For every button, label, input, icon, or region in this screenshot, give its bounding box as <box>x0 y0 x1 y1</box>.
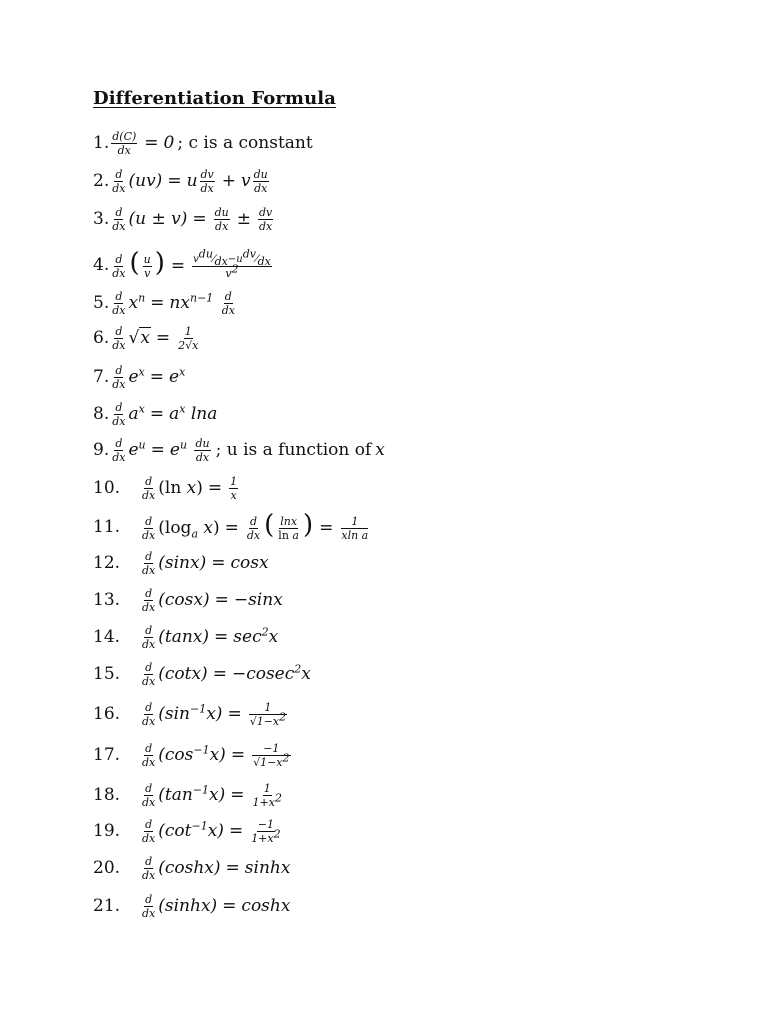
formula-expression: $\frac{d}{dx}$ $(\tan^{-1}x)$ = $\frac{1}{1+x^2}$ <box>142 781 282 809</box>
formula-14 <box>93 617 278 657</box>
formula-expression: $\frac{d}{dx}$ √ x = $\frac{1}{2√x}$ <box>112 324 199 352</box>
formula-4 <box>93 242 274 288</box>
formula-expression: $\frac{d}{dx}$ $a^x = a^x$ lna <box>112 400 218 428</box>
formula-expression: $\frac{d}{dx}$ $(\tan x) = \sec^2x$ <box>142 623 279 651</box>
formula-expression: $\frac{d}{dx}$ ($\log_a$ x) = $\frac{d}{dx}$ ( $\frac{\ln x}{\text{ln a}}$ ) = $\frac{1}{\text{xln a}}$ <box>142 510 369 542</box>
formula-8 <box>93 394 217 434</box>
formula-7 <box>93 357 185 397</box>
formula-expression: $\frac{d}{dx}$ (cosx) = −sinx <box>142 586 283 614</box>
formula-number: 15. <box>93 664 121 684</box>
formula-expression: $\frac{d}{dx}$ ( $\frac{u}{v}$ ) = $\frac{v^{du}⁄_{dx}-u^{dv}⁄_{dx}}{v^2}$ <box>112 247 271 280</box>
formula-number: 14. <box>93 627 121 647</box>
formula-expression: $\frac{d}{dx}$ (uv) = u $\frac{dv}{dx}$ + v $\frac{du}{dx}$ <box>112 167 268 195</box>
formula-9: 9. $\frac{d}{dx}$ $e^u = e^u$ $\frac{du}{dx}$ ; u is a function of x <box>93 436 385 464</box>
formula-expression: $\frac{d}{dx}$ (sinhx) = coshx <box>142 892 291 920</box>
formula-expression: $\frac{d}{dx}$ $(\sin^{-1}x)$ = $\frac{1}{√1-x^2}$ <box>142 700 287 728</box>
formula-note: ; u is a function of <box>215 440 372 460</box>
formula-10 <box>93 468 240 508</box>
formula-18 <box>93 775 285 815</box>
formula-2 <box>93 161 271 201</box>
formula-expression: $\frac{d}{dx}$ (ln x) = $\frac{1}{x}$ <box>142 474 238 502</box>
formula-number: 8. <box>93 404 110 424</box>
formula-expression: $\frac{d}{dx}$ $e^x = e^x$ <box>112 363 186 391</box>
formula-number: 6. <box>93 328 110 348</box>
formula-20 <box>93 848 290 888</box>
formula-expression: $\frac{d}{dx}$ $(\cot^{-1}x)$ = $\frac{-1}{1+x^2}$ <box>142 817 281 845</box>
formula-3 <box>93 199 275 239</box>
formula-17 <box>93 733 293 777</box>
formula-number: 13. <box>93 590 121 610</box>
formula-expression: $\frac{d}{dx}$ (u ± v) = $\frac{du}{dx}$ ± $\frac{dv}{dx}$ <box>112 205 273 233</box>
formula-5 <box>93 283 238 323</box>
formula-16 <box>93 692 289 736</box>
page-title: Differentiation Formula <box>93 88 336 109</box>
formula-number: 10. <box>93 478 121 498</box>
formula-number: 21. <box>93 896 121 916</box>
formula-6 <box>93 318 201 358</box>
formula-number: 1. <box>93 133 110 153</box>
formula-13 <box>93 580 283 620</box>
formula-number: 11. <box>93 517 121 537</box>
formula-number: 20. <box>93 858 121 878</box>
formula-number: 19. <box>93 821 121 841</box>
formula-number: 9. <box>93 440 110 460</box>
formula-number: 18. <box>93 785 121 805</box>
formula-19 <box>93 811 284 851</box>
formula-expression: $\frac{d}{dx}$ (cotx) = −cosec$^2$x <box>142 660 311 688</box>
formula-note: ; c is a constant <box>177 133 313 153</box>
formula-number: 7. <box>93 367 110 387</box>
formula-1 <box>93 123 313 163</box>
formula-number: 2. <box>93 171 110 191</box>
formula-expression: $\frac{d(C)}{dx}$ = 0 <box>112 129 175 157</box>
formula-number: 3. <box>93 209 110 229</box>
formula-number: 16. <box>93 704 121 724</box>
formula-15 <box>93 654 311 694</box>
formula-expression: $\frac{d}{dx}$ $e^u = e^u$ $\frac{du}{dx}$ <box>112 436 210 464</box>
formula-expression: $\frac{d}{dx}$ $x^n = nx^{n-1}$ $\frac{d}{dx}$ <box>112 289 235 317</box>
formula-expression: $\frac{d}{dx}$ (sinx) = cosx <box>142 549 269 577</box>
formula-12 <box>93 543 269 583</box>
formula-expression: $\frac{d}{dx}$ $(\cos^{-1}x)$ = $\frac{-1}{√1-x^2}$ <box>142 741 290 769</box>
formula-number: 5. <box>93 293 110 313</box>
formula-21 <box>93 886 290 926</box>
formula-number: 4. <box>93 255 110 275</box>
formula-number: 12. <box>93 553 121 573</box>
formula-expression: $\frac{d}{dx}$ (coshx) = sinhx <box>142 854 291 882</box>
formula-number: 17. <box>93 745 121 765</box>
